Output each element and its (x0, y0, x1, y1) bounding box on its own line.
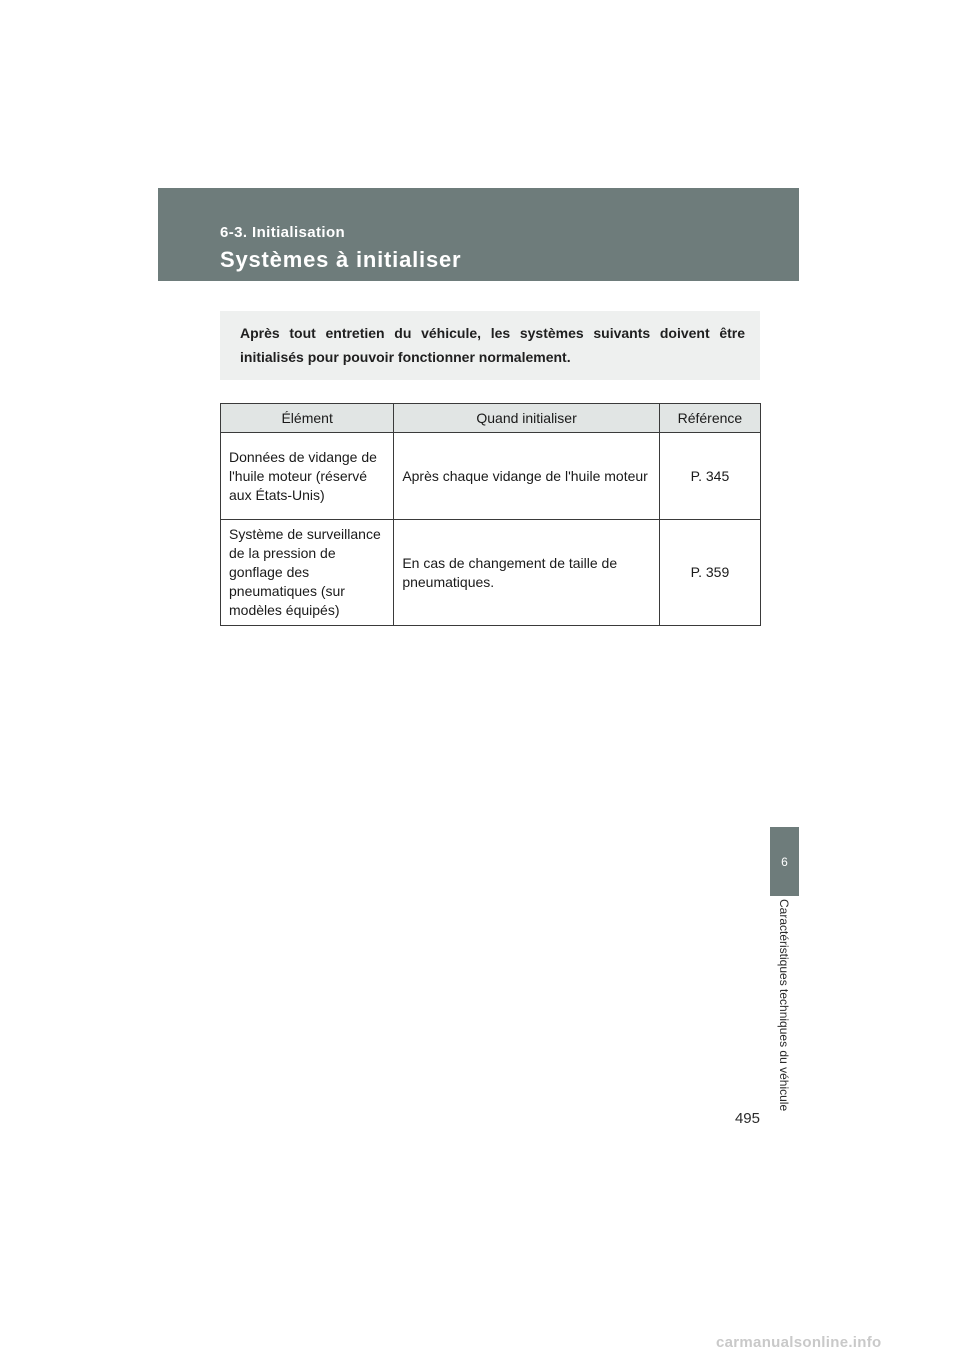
element-cell: Données de vidange de l'huile moteur (réservé aux États-Unis) (221, 433, 394, 520)
element-cell: Système de surveillance de la pression de gonflage des pneumatiques (sur modèles équipés) (221, 520, 394, 626)
intro-text: Après tout entretien du véhicule, les systèmes suivants doivent être initialisés pour pouvoir fonctionner normalement. (240, 325, 745, 365)
column-header-when: Quand initialiser (394, 404, 659, 433)
chapter-title: Caractéristiques techniques du véhicule (777, 899, 791, 1112)
column-header-reference: Référence (659, 404, 760, 433)
watermark: carmanualsonline.info (716, 1334, 882, 1351)
table-row (221, 433, 761, 520)
intro-box (220, 311, 760, 380)
when-cell: Après chaque vidange de l'huile moteur (394, 433, 659, 520)
page-number: 495 (734, 1110, 760, 1127)
when-cell: En cas de changement de taille de pneumatiques. (394, 520, 659, 626)
table-row (221, 520, 761, 626)
table-header-row (221, 404, 761, 433)
initialization-table (220, 403, 761, 626)
reference-cell: P. 345 (659, 433, 760, 520)
section-header-band (158, 188, 799, 281)
chapter-number: 6 (781, 855, 788, 869)
chapter-tab (770, 827, 799, 896)
column-header-element: Élément (221, 404, 394, 433)
section-label: 6-3. Initialisation (220, 224, 346, 241)
reference-cell: P. 359 (659, 520, 760, 626)
page-title: Systèmes à initialiser (220, 247, 462, 272)
